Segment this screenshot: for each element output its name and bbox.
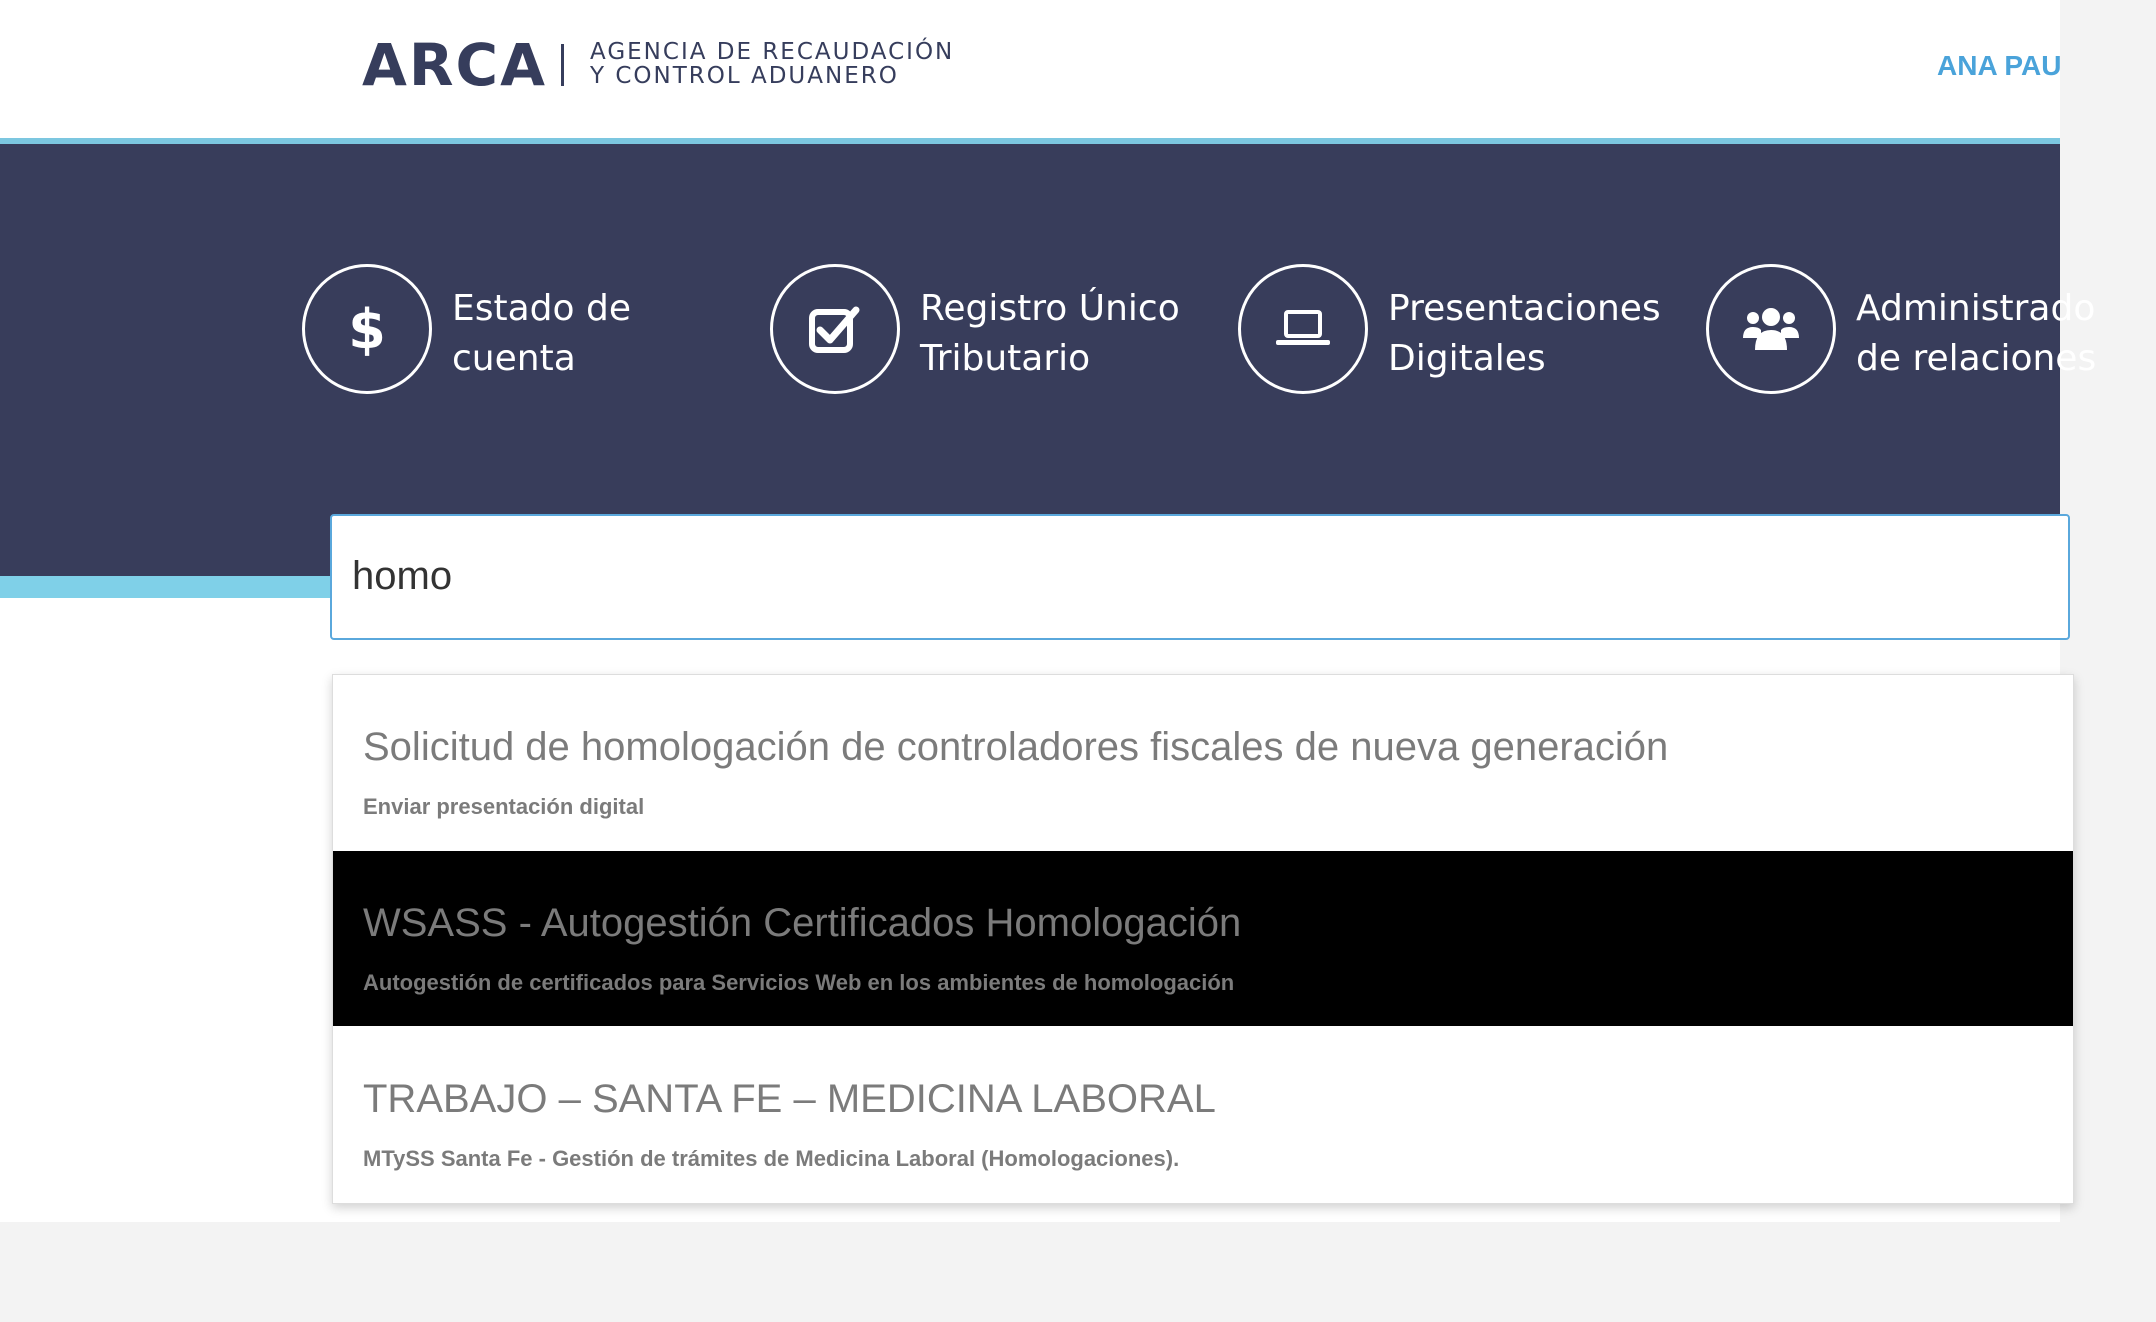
shortcut-label-line1: Administrado — [1856, 288, 2096, 329]
result-subtitle: MTySS Santa Fe - Gestión de trámites de Medicina Laboral (Homologaciones). — [363, 1146, 1180, 1171]
result-title: TRABAJO – SANTA FE – MEDICINA LABORAL — [363, 1077, 1216, 1121]
shortcut-label-line2: Digitales — [1388, 338, 1546, 379]
search-result-item[interactable] — [333, 1027, 2073, 1202]
laptop-icon — [1272, 298, 1334, 360]
logo-tagline-line2: Y CONTROL ADUANERO — [590, 63, 899, 89]
site-header — [0, 0, 2060, 138]
users-icon — [1740, 298, 1802, 360]
result-title: WSASS - Autogestión Certificados Homologación — [363, 901, 1242, 945]
shortcut-label — [1856, 284, 2156, 384]
search-result-item[interactable] — [333, 675, 2073, 850]
logo-tagline-line1: AGENCIA DE RECAUDACIÓN — [590, 39, 955, 65]
search-results-dropdown — [332, 674, 2074, 1204]
shortcut-label — [452, 284, 752, 384]
search-result-item-highlighted[interactable] — [333, 851, 2073, 1026]
shortcut-circle — [302, 264, 432, 394]
arca-logo[interactable]: ARCA — [362, 31, 548, 99]
search-box — [330, 514, 2070, 640]
shortcut-circle — [770, 264, 900, 394]
shortcut-label — [920, 284, 1220, 384]
user-name-link[interactable]: ANA PAU — [1937, 50, 2062, 81]
logo-divider — [561, 44, 564, 86]
logo-tagline — [590, 40, 954, 88]
shortcut-circle — [1706, 264, 1836, 394]
checkbox-icon — [804, 298, 866, 360]
svg-text:$: $ — [348, 298, 386, 361]
shortcut-label-line1: Registro Único — [920, 288, 1180, 329]
result-title: Solicitud de homologación de controladores fiscales de nueva generación — [363, 725, 1669, 769]
dollar-icon — [336, 298, 398, 360]
shortcut-circle — [1238, 264, 1368, 394]
shortcut-label-line2: Tributario — [920, 338, 1091, 379]
shortcut-label-line1: Presentaciones — [1388, 288, 1661, 329]
shortcut-label-line2: cuenta — [452, 338, 576, 379]
search-input[interactable] — [352, 536, 1952, 616]
result-subtitle: Enviar presentación digital — [363, 794, 645, 819]
shortcut-label-line1: Estado de — [452, 288, 631, 329]
shortcut-label — [1388, 284, 1688, 384]
shortcut-label-line2: de relaciones — [1856, 338, 2097, 379]
result-subtitle: Autogestión de certificados para Servicios Web en los ambientes de homologación — [363, 970, 1235, 995]
